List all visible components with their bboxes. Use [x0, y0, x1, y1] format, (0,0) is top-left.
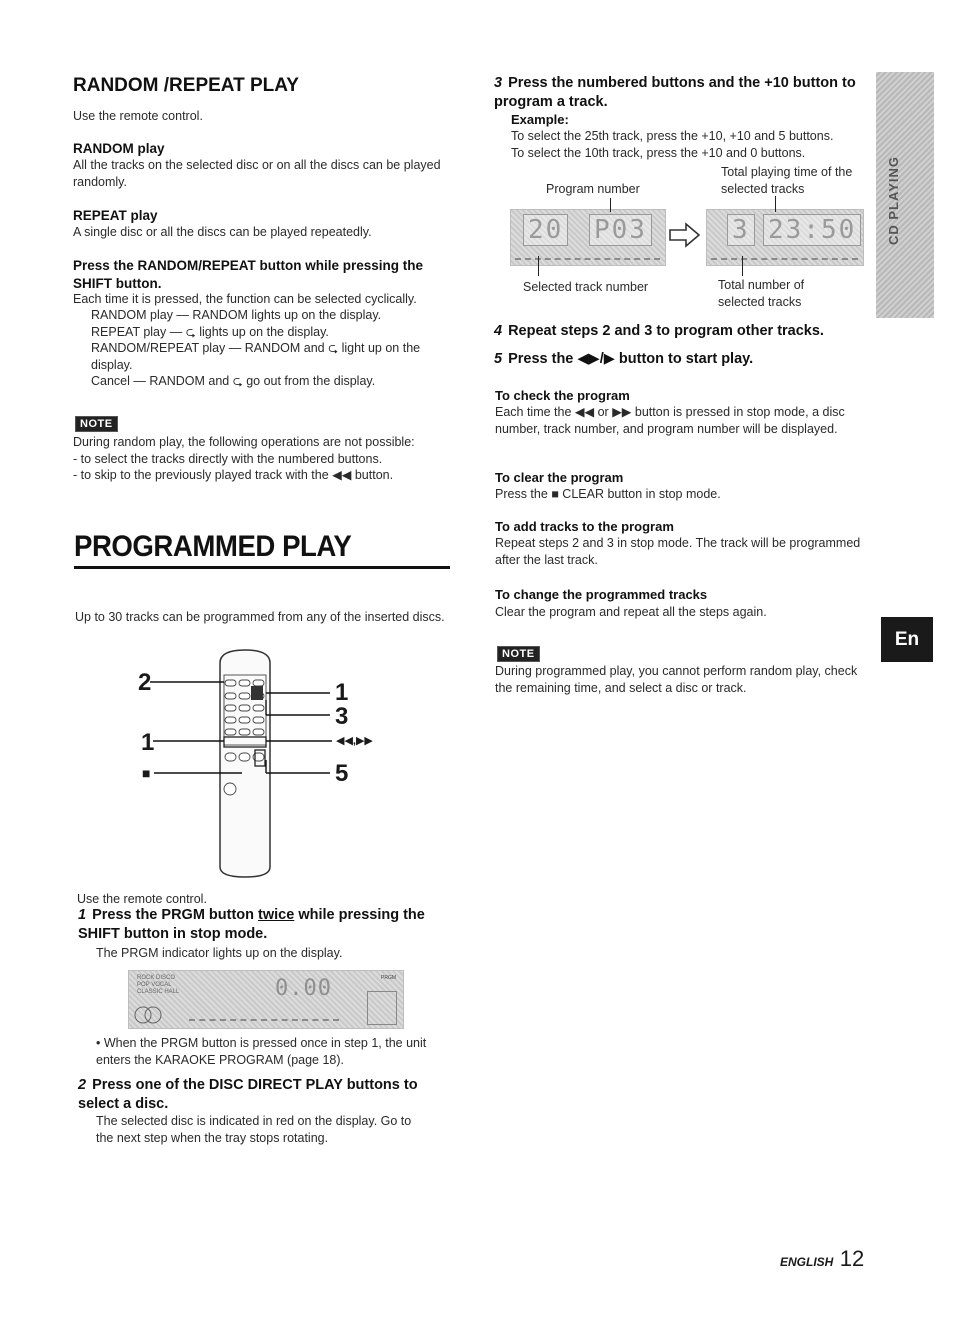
- step1-bullet: • When the PRGM button is pressed once in step 1, the unit enters the KARAOKE PROGRAM (page 18).: [96, 1036, 427, 1067]
- random-repeat-press-text: Each time it is pressed, the function can be selected cyclically.: [73, 292, 417, 306]
- random-repeat-press-heading: Press the RANDOM/REPEAT button while pressing the SHIFT button.: [73, 258, 424, 291]
- step2-number: 2: [78, 1077, 87, 1093]
- programmed-play-title: PROGRAMMED PLAY: [74, 530, 352, 563]
- step4-number: 4: [494, 323, 503, 339]
- random-repeat-title: RANDOM /REPEAT PLAY: [73, 75, 299, 96]
- repeat-play-text: A single disc or all the discs can be played repeatedly.: [73, 225, 372, 239]
- change-tracks-text: Clear the program and repeat all the steps again.: [495, 605, 767, 619]
- check-program-text: Each time the ◀◀ or ▶▶ button is pressed in stop mode, a disc number, track number, and program number will be displayed.: [495, 405, 845, 436]
- callout-total-number: [742, 256, 743, 276]
- lcd-track-digits: 20: [523, 214, 568, 246]
- step1-heading-a: Press the PRGM button: [92, 907, 259, 923]
- lcd-program-digits: P03: [589, 214, 652, 246]
- side-tab-label: CD PLAYING: [886, 156, 901, 245]
- note-label: NOTE: [75, 416, 118, 432]
- display-disc-box: [367, 991, 397, 1025]
- note-label-right: NOTE: [497, 646, 540, 662]
- cycle-item-random-repeat: RANDOM/REPEAT play — RANDOM and ⮎ light up on the display.: [91, 341, 421, 372]
- cycle-item-repeat: REPEAT play — ⮎ lights up on the display.: [91, 324, 329, 339]
- step2-text: The selected disc is indicated in red on the display. Go to the next step when the tray stops rotating.: [96, 1114, 412, 1145]
- display-genre-labels: ROCK DISCO POP VOCAL CLASSIC HALL: [137, 975, 180, 995]
- note-line: - to select the tracks directly with the numbered buttons.: [73, 451, 383, 466]
- callout-label-2: 2: [138, 669, 152, 696]
- example-line: To select the 10th track, press the +10 and 0 buttons.: [511, 145, 806, 160]
- step5-heading-text: Press the ◀▶/▶ button to start play.: [508, 351, 754, 367]
- step5-number: 5: [494, 351, 503, 367]
- label-total-time: Total playing time of the selected tracks: [721, 165, 853, 196]
- random-play-text: All the tracks on the selected disc or on all the discs can be played randomly.: [73, 158, 441, 189]
- callout-total-time: [775, 196, 776, 212]
- page-footer: [780, 1246, 864, 1272]
- repeat-play-heading: REPEAT play: [73, 208, 158, 223]
- callout-label-3: 3: [335, 703, 349, 730]
- label-total-number: Total number of selected tracks: [718, 278, 805, 309]
- step3-heading-text: Press the numbered buttons and the +10 button to program a track.: [494, 75, 856, 110]
- language-tab-label: En: [894, 629, 920, 650]
- example-label: Example:: [511, 112, 569, 127]
- callout-label-1-left: 1: [141, 729, 155, 756]
- callout-label-5: 5: [335, 760, 349, 787]
- use-remote-text: Use the remote control.: [77, 892, 207, 906]
- random-note-text: [73, 434, 453, 484]
- lcd-dash-row-2: [711, 258, 858, 260]
- arrow-right-icon: [668, 222, 702, 253]
- add-tracks-text: Repeat steps 2 and 3 in stop mode. The track will be programmed after the last track.: [495, 536, 861, 567]
- step4-heading-text: Repeat steps 2 and 3 to program other tracks.: [508, 323, 824, 339]
- callout-program-number: [610, 198, 611, 212]
- step2-heading: [78, 1076, 458, 1114]
- remote-illustration: [120, 645, 400, 880]
- disc-icon: [133, 1003, 165, 1030]
- program-note-badge: [497, 644, 540, 662]
- section-side-tab: [876, 72, 934, 318]
- step1-number: 1: [78, 907, 87, 923]
- step4-heading: [494, 322, 874, 341]
- display-prgm-indicator: PRGM: [381, 975, 396, 981]
- language-tab: [881, 617, 933, 662]
- display-dash-row: [189, 1019, 339, 1021]
- step5-heading: [494, 350, 874, 369]
- cycle-item-random: RANDOM play — RANDOM lights up on the display.: [91, 308, 382, 322]
- example-lines: [511, 128, 871, 161]
- callout-label-1-right: 1: [335, 679, 349, 706]
- page-number: 12: [839, 1246, 865, 1271]
- step2-heading-text: Press one of the DISC DIRECT PLAY buttons to select a disc.: [78, 1077, 418, 1112]
- clear-program-text: Press the ■ CLEAR button in stop mode.: [495, 487, 721, 501]
- callout-label-stop: ■: [142, 765, 151, 781]
- lcd-total-display: [706, 209, 864, 266]
- step3-heading: [494, 74, 872, 112]
- step1-heading-twice: twice: [258, 907, 295, 923]
- lcd-total-tracks-digits: 3: [727, 214, 755, 246]
- note-line: During random play, the following operations are not possible:: [73, 435, 415, 449]
- remote-control-icon: [120, 645, 400, 880]
- lcd-track-display: [510, 209, 666, 266]
- step3-number: 3: [494, 75, 503, 91]
- add-tracks-heading: To add tracks to the program: [495, 519, 674, 534]
- title-rule: [74, 566, 450, 569]
- cycle-list: [91, 307, 451, 390]
- label-selected-track: Selected track number: [523, 280, 649, 294]
- step1-heading: [78, 906, 458, 944]
- change-tracks-heading: To change the programmed tracks: [495, 587, 708, 602]
- footer-language: ENGLISH: [780, 1255, 834, 1269]
- random-note-badge: [75, 414, 118, 432]
- program-note-text: During programmed play, you cannot perform random play, check the remaining time, and select a disc or track.: [495, 664, 858, 695]
- random-play-heading: RANDOM play: [73, 141, 165, 156]
- programmed-intro: Up to 30 tracks can be programmed from any of the inserted discs.: [75, 610, 445, 624]
- step1-heading-b: while pressing the SHIFT button in stop mode.: [78, 907, 425, 942]
- callout-label-skip: ◀◀,▶▶: [336, 735, 373, 747]
- label-program-number: Program number: [546, 182, 640, 196]
- lcd-dash-row: [515, 258, 660, 260]
- clear-program-heading: To clear the program: [495, 470, 624, 485]
- display-digits: 0.00: [275, 976, 332, 1001]
- cycle-item-cancel: Cancel — RANDOM and ⮎ go out from the display.: [91, 374, 376, 389]
- step1-text: The PRGM indicator lights up on the display.: [96, 946, 343, 960]
- check-program-heading: To check the program: [495, 388, 630, 403]
- example-line: To select the 25th track, press the +10, +10 and 5 buttons.: [511, 129, 834, 143]
- callout-selected-track: [538, 256, 539, 276]
- note-line: - to skip to the previously played track with the ◀◀ button.: [73, 468, 394, 483]
- lcd-total-time-digits: 23:50: [763, 214, 861, 246]
- prgm-display-panel: [128, 970, 404, 1029]
- random-repeat-intro: Use the remote control.: [73, 109, 203, 123]
